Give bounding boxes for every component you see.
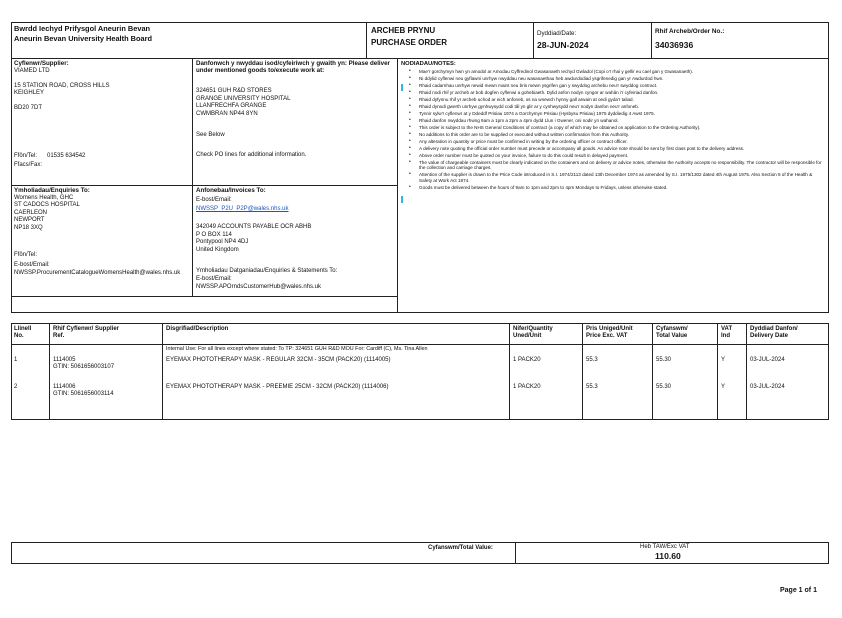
supplier-line: KEIGHLEY [14, 90, 45, 97]
table-row-vat: Y [721, 357, 726, 363]
enquiries-line: NP18 3XQ [14, 224, 43, 231]
delivery-line: LLANFRECHFA GRANGE [196, 103, 267, 109]
table-row-ref: 1114005 [53, 357, 76, 363]
enquiries-line: CAERLEON [14, 209, 48, 216]
note-item: • Rhaid cadarnhau unrhyw newid mewn maint neu bris mewn ysgrifen gan y swyddog archebu neu'r swyddog contract. [403, 83, 826, 88]
table-row-gtin: GTIN: 5061656003114 [53, 391, 114, 397]
note-item: • Rhaid dyfynnu rhif yr archeb uchod ar eich anfoneb, os na wnewch hynny gall arwain at oedi gyda'r taliad. [403, 97, 826, 102]
table-row-line-no: 2 [14, 384, 18, 390]
note-item: • The value of chargeable containers must be clearly indicated on the containers and on delivery or advice notes, otherwise the Authority accepts no responsibility. The contractor will be responsible for the collection and carriage charges. [403, 160, 826, 171]
table-row-vat: Y [721, 384, 726, 390]
note-item: • Mae'r gorchymyn hwn yn amodol ar Amodau Cyffredinol Gwasanaeth Iechyd Gwladol (Copi o'r rhai y gellir eu cael gan y Gwasanaeth). [403, 69, 826, 74]
internal-use-note: Internal Use: For all lines except where stated: To TP: 324651 GUH R&D MOU For: Cardiff (C), Ms. Tina Allen [166, 346, 428, 352]
note-item: • Tynnir sylw'r cyflenwr at y Ddeddf Prisiau 1974 a Gorchymyn Prisiau (Hysbysu Prisiau) 1975 dyddiedig 4 Awst 1975. [403, 111, 826, 116]
invoices-email-label: E-bost/Email: [196, 197, 232, 203]
note-item: • Above order number must be quoted on your invoice, failure to do this could result in delayed payment. [403, 153, 826, 158]
enquiries-label: Ymholiadau/Enquiries To: [14, 187, 90, 194]
col-header-unit-price: Pris Uniged/Unit Price Exc. VAT [586, 326, 633, 339]
note-item: • Ni ddylid cyflenwi neu gyflawni unrhyw nwyddau neu wasanaethau heb awdurdodiad ysgrifenedig gan yr Awdurdod hwn. [403, 76, 826, 81]
statements-label: Ymholiadau Datganiadau/Enquiries & Statements To: [196, 268, 338, 274]
notes-label: NODIADAU/NOTES: [401, 61, 456, 67]
total-value: 110.60 [655, 551, 681, 561]
statements-email-label: E-bost/Email: [196, 276, 232, 282]
col-header-line: Llinell No. [14, 326, 32, 339]
org-name-welsh: Bwrdd Iechyd Prifysgol Aneurin Bevan [14, 24, 151, 33]
delivery-check-note: Check PO lines for additional information. [196, 152, 307, 158]
enquiries-line: ST CADOCS HOSPITAL [14, 202, 80, 209]
table-row-ref: 1114006 [53, 384, 76, 390]
invoices-address [196, 224, 394, 254]
invoices-line: United Kingdom [196, 246, 239, 253]
supplier-label: Cyflenwr/Supplier: [14, 60, 69, 67]
total-value-label: Cyfanswm/Total Value: [428, 545, 493, 551]
supplier-line [14, 98, 190, 106]
table-row-total: 55.30 [656, 384, 672, 390]
note-item: • Any alteration in quantity or price must be confirmed in writing by the ordering officer or contract officer. [403, 139, 826, 144]
col-header-total: Cyfanswm/ Total Value [656, 326, 688, 339]
col-header-description: Disgrifiad/Description [166, 326, 229, 332]
note-item: • Attention of the supplier is drawn to the Price Code introduced in S.I. 1974/2113 dated 13th December 1974 as amended by S.I. 1975/1302 dated 4th August 1975. Also Section 6 of the Health & Safety at Work Act 1974. [403, 172, 826, 183]
note-item: • Rhaid dynodi gwerth unrhyw gynhwysydd codi tâl yn glir ar y cynhwysydd neu'r nodyn danfon neu'r anfoneb. [403, 104, 826, 109]
supplier-phone: 01535 634542 [47, 153, 86, 159]
invoices-email-link[interactable]: NWSSP_P2U_P2P@wales.nhs.uk [196, 206, 289, 212]
enquiries-email-label: E-bost/Email: [14, 262, 50, 268]
enquiries-section [14, 188, 190, 232]
table-row-delivery-date: 03-JUL-2024 [750, 357, 785, 363]
supplier-fax-label: Ffacs/Fax: [14, 162, 43, 168]
note-item: • This order is subject to the NHS General Conditions of contract (a copy of which may be obtained on application to the Ordering Authority). [403, 125, 826, 130]
supplier-line [14, 75, 190, 83]
table-row-unit-price: 55.3 [586, 384, 598, 390]
doc-title-english: PURCHASE ORDER [371, 38, 448, 47]
statements-email[interactable]: NWSSP.APOrndsCustomerHub@wales.nhs.uk [196, 284, 322, 290]
notes-marker [401, 196, 403, 203]
enquiries-email[interactable]: NWSSP.ProcurementCatalogueWomensHealth@wales.nhs.uk [14, 270, 181, 276]
supplier-section [14, 61, 190, 113]
supplier-line: 15 STATION ROAD, CROSS HILLS [14, 82, 110, 89]
supplier-line: BD20 7DT [14, 105, 43, 112]
col-header-quantity: Nifer/Quantity Uned/Unit [513, 326, 553, 339]
note-item: • No additions to this order are to be supplied or executed without written confirmation from this Authority. [403, 132, 826, 137]
note-item: • Rhaid nodi rhif yr archeb ar bob dogfen cyflenwi a gohebiaeth. Dylid anfon nodyn cyngor ar wahân i'r cyfeiriad danfon. [403, 90, 826, 95]
total-exc-vat-label: Heb TAW/Exc VAT [640, 544, 690, 550]
delivery-line: 324651 GUH R&D STORES [196, 88, 272, 94]
page-number: Page 1 of 1 [780, 587, 817, 594]
table-row-line-no: 1 [14, 357, 18, 363]
invoices-line: Pontypool NP4 4DJ [196, 239, 249, 245]
note-item: • A delivery note quoting the official order number must precede or accompany all goods. An advice note should be sent by first class post to the delivery address. [403, 146, 826, 151]
table-row-description: EYEMAX PHOTOTHERAPY MASK - REGULAR 32CM - 35CM (PACK20) (1114005) [166, 357, 391, 363]
totals-box [11, 542, 829, 564]
col-header-delivery-date: Dyddiad Danfon/ Delivery Date [750, 326, 798, 339]
table-row-total: 55.30 [656, 357, 672, 363]
supplier-line: VIAMED LTD [14, 67, 50, 74]
delivery-line: CWMBRAN NP44 8YN [196, 110, 258, 117]
invoices-line: 342049 ACCOUNTS PAYABLE OCR ABHB [196, 224, 312, 230]
supplier-phone-label: Ffôn/Tel: [14, 153, 38, 159]
table-row-quantity: 1 PACK20 [513, 384, 541, 390]
table-row-unit-price: 55.3 [586, 357, 598, 363]
line-items-table [11, 323, 829, 420]
enquiries-line: NEWPORT [14, 217, 45, 224]
date-label: Dyddiad/Date: [537, 30, 577, 37]
table-row-description: EYEMAX PHOTOTHERAPY MASK - PREEMIE 25CM - 32CM (PACK20) (1114006) [166, 384, 389, 390]
note-item: • Goods must be delivered between the hours of 9am to 1pm and 2pm to 4pm Mondays to Fridays, unless otherwise stated. [403, 185, 826, 190]
table-row-quantity: 1 PACK20 [513, 357, 541, 363]
delivery-heading: Danfonwch y nwyddau isod/cyfeiriwch y gwaith yn: Please deliver under mentioned goods to/execute work at: [196, 60, 390, 74]
invoices-line: P O BOX 114 [196, 231, 232, 238]
delivery-address [196, 88, 394, 118]
table-row-gtin: GTIN: 5061656003107 [53, 364, 115, 370]
doc-title-welsh: ARCHEB PRYNU [371, 26, 436, 35]
note-item: • Rhaid danfon nwyddau rhwng 9am a 1pm a 2pm a 4pm dydd Llun i Gwener, oni nodir yn wahanol. [403, 118, 826, 123]
col-header-supplier-ref: Rhif Cyflenwr/ Supplier Ref. [53, 326, 120, 339]
order-number-label: Rhif Archeb/Order No.: [655, 28, 725, 35]
delivery-line: GRANGE UNIVERSITY HOSPITAL [196, 95, 291, 102]
enquiries-phone-label: Ffôn/Tel: [14, 252, 38, 258]
order-number: 34036936 [655, 40, 694, 50]
order-date: 28-JUN-2024 [537, 40, 589, 50]
notes-list [403, 69, 826, 192]
table-row-delivery-date: 03-JUL-2024 [750, 384, 785, 390]
org-name-english: Aneurin Bevan University Health Board [14, 34, 152, 43]
col-header-vat: VAT Ind [721, 326, 733, 339]
invoices-label: Anfonebau/Invoices To: [196, 187, 266, 194]
delivery-see-below: See Below [196, 132, 225, 138]
enquiries-line: Womens Health, GHC [14, 194, 74, 201]
